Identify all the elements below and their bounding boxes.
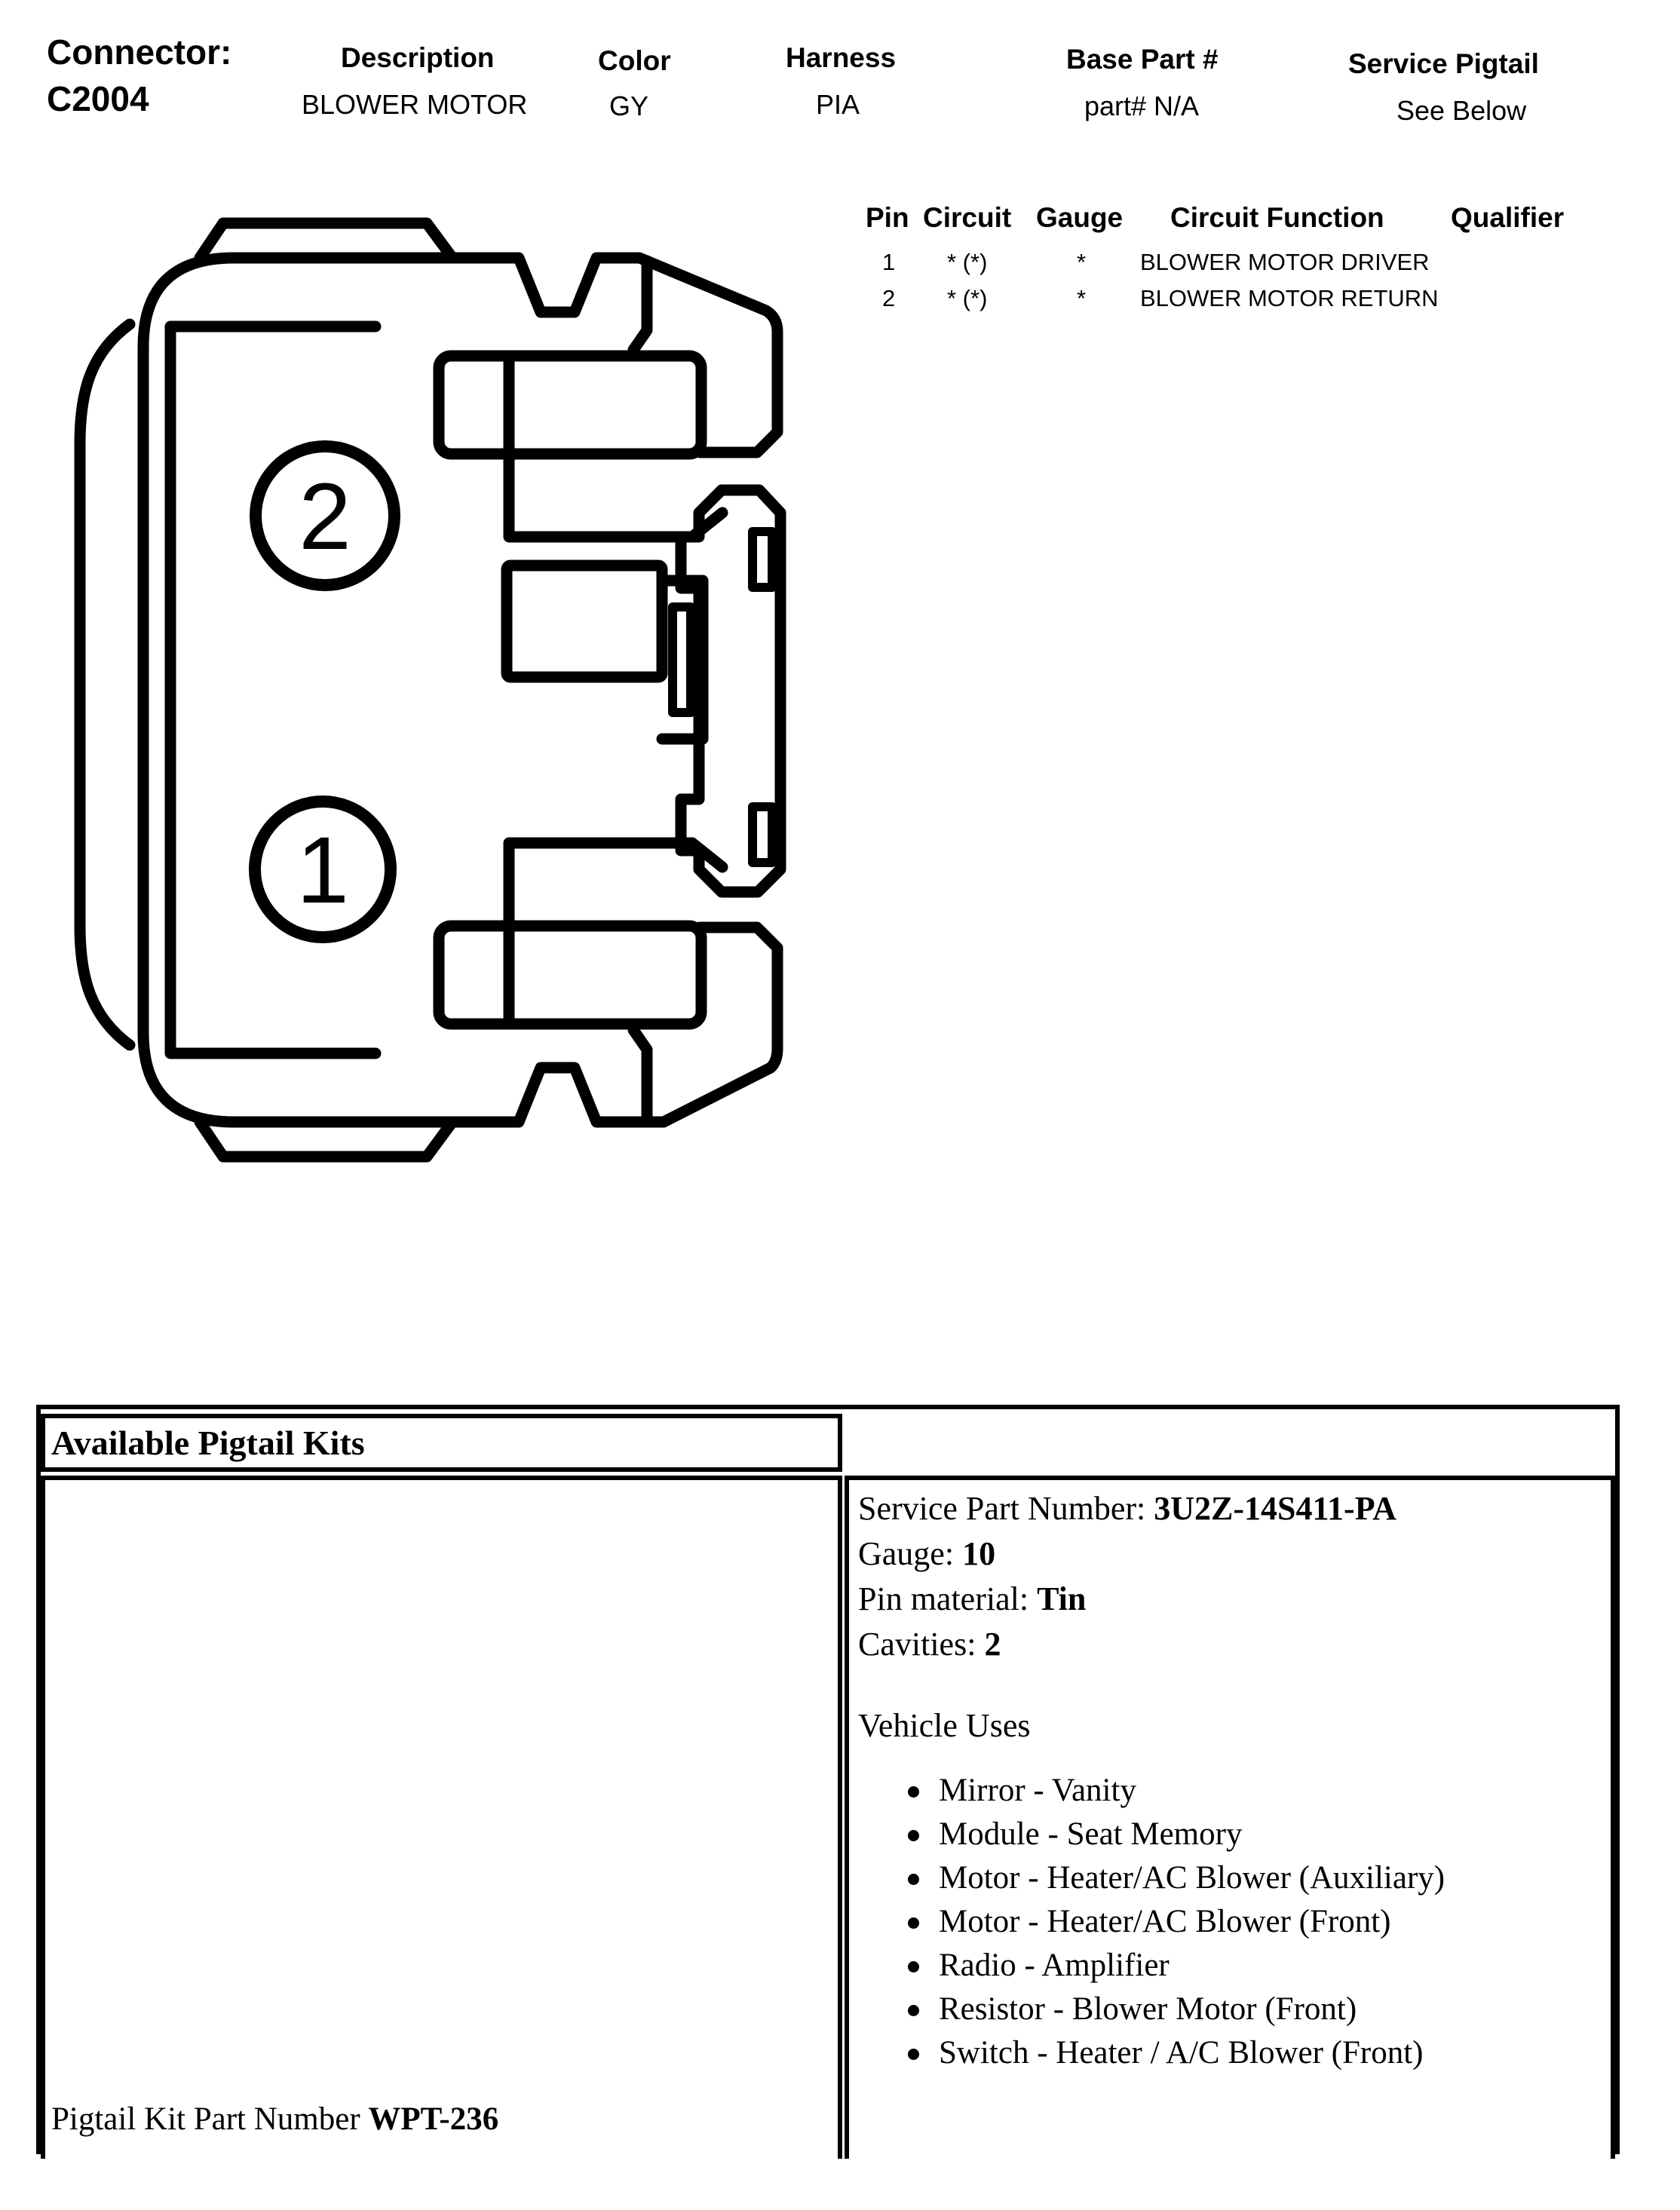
latch-column: [681, 490, 780, 892]
function-cell: BLOWER MOTOR DRIVER: [1140, 249, 1430, 275]
header-col-harness-label: Harness: [786, 42, 897, 73]
header-col-description-value: BLOWER MOTOR: [302, 89, 528, 120]
lower-slot: [439, 926, 701, 1024]
header-col-harness-value: PIA: [816, 89, 860, 120]
pin-table-header-function: Circuit Function: [1170, 202, 1384, 233]
gauge-line: [858, 1531, 1396, 1577]
service-part-line: [858, 1486, 1396, 1531]
bullet-icon: [908, 1786, 919, 1798]
kit-part-number: WPT-236: [368, 2101, 499, 2137]
circuit-cell: * (*): [947, 285, 988, 311]
vehicle-use-text: Radio - Amplifier: [939, 1948, 1170, 1983]
upper-slot-divider: [509, 359, 722, 537]
cavity-1-number: 1: [296, 818, 349, 923]
center-cavity-key: [673, 607, 691, 713]
gauge-label: Gauge:: [858, 1535, 955, 1572]
function-cell: BLOWER MOTOR RETURN: [1140, 285, 1439, 311]
vehicle-use-item: [908, 1993, 1445, 2025]
vehicle-use-text: Module - Seat Memory: [939, 1816, 1243, 1852]
vehicle-uses-title: Vehicle Uses: [858, 1707, 1031, 1744]
bullet-icon: [908, 1917, 919, 1929]
pin-table-header-circuit: Circuit: [923, 202, 1012, 233]
pin-table-header-gauge: Gauge: [1036, 202, 1124, 233]
pin-table-header-pin: Pin: [866, 202, 909, 233]
lower-slot-divider: [509, 843, 722, 1021]
cavities-label: Cavities:: [858, 1626, 976, 1663]
kit-part-label: Pigtail Kit Part Number: [51, 2101, 360, 2137]
cavities-line: [858, 1622, 1396, 1667]
pigtail-kit-cell: [41, 1476, 842, 2159]
header-col-pigtail-label: Service Pigtail: [1348, 48, 1539, 79]
pin-material-line: [858, 1577, 1396, 1622]
service-part-number: 3U2Z-14S411-PA: [1154, 1490, 1397, 1527]
connector-id: C2004: [47, 79, 149, 118]
pin-material-value: Tin: [1037, 1580, 1087, 1617]
bullet-icon: [908, 1830, 919, 1841]
pigtail-kits-title: Available Pigtail Kits: [51, 1424, 365, 1462]
gauge-value: 10: [962, 1535, 996, 1572]
vehicle-use-item: [908, 2037, 1445, 2069]
pin-material-label: Pin material:: [858, 1580, 1029, 1617]
kit-part-number-line: [51, 2101, 498, 2138]
bullet-icon: [908, 2005, 919, 2016]
crease-top: [633, 261, 647, 350]
pigtail-kits-header: [41, 1414, 842, 1472]
upper-slot: [439, 356, 701, 454]
bullet-icon: [908, 1874, 919, 1885]
vehicle-use-text: Motor - Heater/AC Blower (Front): [939, 1904, 1391, 1939]
service-part-label: Service Part Number:: [858, 1490, 1146, 1527]
pigtail-kits-table: [36, 1405, 1620, 2154]
header-col-basepart-label: Base Part #: [1066, 44, 1219, 75]
pin-cell: 2: [882, 285, 896, 311]
cavity-2-number: 2: [299, 464, 351, 569]
gauge-cell: *: [1077, 285, 1087, 311]
circuit-cell: * (*): [947, 249, 988, 275]
vehicle-use-item: [908, 1862, 1445, 1894]
vehicle-use-item: [908, 1774, 1445, 1807]
vehicle-use-item: [908, 1905, 1445, 1938]
vehicle-use-text: Motor - Heater/AC Blower (Auxiliary): [939, 1860, 1445, 1896]
latch-key-top: [753, 532, 772, 587]
connector-label: Connector:: [47, 32, 232, 72]
cavities-value: 2: [984, 1626, 1001, 1663]
service-part-info: [858, 1486, 1396, 1667]
connector-face-diagram: [45, 211, 807, 1184]
vehicle-use-text: Switch - Heater / A/C Blower (Front): [939, 2035, 1424, 2071]
latch-key-bottom: [753, 807, 772, 863]
header-col-color-label: Color: [598, 45, 671, 76]
bullet-icon: [908, 1961, 919, 1972]
header-col-pigtail-value: See Below: [1396, 95, 1527, 126]
pin-cell: 1: [882, 249, 896, 275]
gauge-cell: *: [1077, 249, 1087, 275]
crease-bottom: [633, 1030, 647, 1119]
vehicle-use-text: Mirror - Vanity: [939, 1773, 1136, 1808]
vehicle-use-item: [908, 1818, 1445, 1850]
vehicle-use-item: [908, 1949, 1445, 1982]
bullet-icon: [908, 2049, 919, 2060]
header-col-basepart-value: part# N/A: [1084, 90, 1200, 121]
inner-face-panel: [170, 326, 376, 1053]
service-part-cell: [845, 1476, 1615, 2159]
vehicle-uses-list: [908, 1774, 1445, 2080]
housing-left-bracket: [80, 324, 130, 1045]
header-col-description-label: Description: [341, 42, 495, 73]
header-col-color-value: GY: [609, 90, 649, 121]
pin-table-header-qualifier: Qualifier: [1451, 202, 1565, 233]
center-cavity: [507, 566, 662, 677]
vehicle-use-text: Resistor - Blower Motor (Front): [939, 1991, 1357, 2027]
